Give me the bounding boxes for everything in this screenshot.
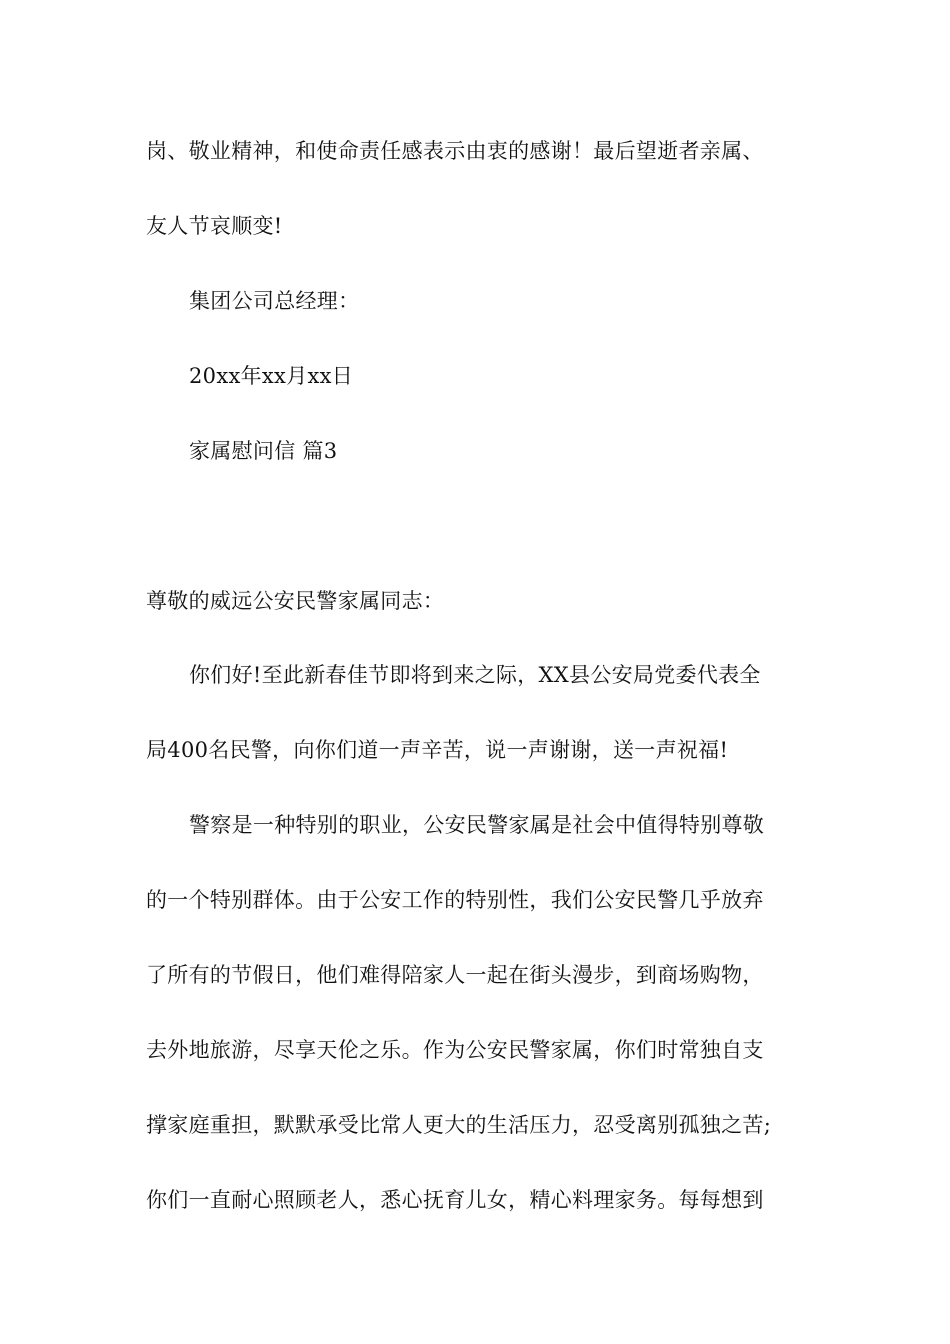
- salutation: 尊敬的威远公安民警家属同志：: [146, 589, 445, 613]
- text-line-8: 局400名民警，向你们道一声辛苦，说一声谢谢，送一声祝福!: [146, 738, 729, 762]
- section-heading: 家属慰问信 篇3: [189, 439, 338, 463]
- text-line-13: 撑家庭重担，默默承受比常人更大的生活压力，忍受离别孤独之苦;: [146, 1113, 772, 1137]
- text-line-14: 你们一直耐心照顾老人，悉心抚育儿女，精心料理家务。每每想到: [146, 1188, 764, 1212]
- text-line-11: 了所有的节假日，他们难得陪家人一起在街头漫步，到商场购物，: [146, 963, 764, 987]
- text-line-1: 岗、敬业精神，和使命责任感表示由衷的感谢！最后望逝者亲属、: [146, 139, 764, 163]
- text-line-7: 你们好!至此新春佳节即将到来之际，XX县公安局党委代表全: [189, 663, 761, 687]
- signature-date: 20xx年xx月xx日: [189, 364, 354, 388]
- text-line-2: 友人节哀顺变!: [146, 214, 283, 238]
- text-line-12: 去外地旅游，尽享天伦之乐。作为公安民警家属，你们时常独自支: [146, 1038, 764, 1062]
- text-line-9: 警察是一种特别的职业，公安民警家属是社会中值得特别尊敬: [189, 813, 765, 837]
- signature-title: 集团公司总经理：: [189, 289, 360, 313]
- text-line-10: 的一个特别群体。由于公安工作的特别性，我们公安民警几乎放弃: [146, 888, 764, 912]
